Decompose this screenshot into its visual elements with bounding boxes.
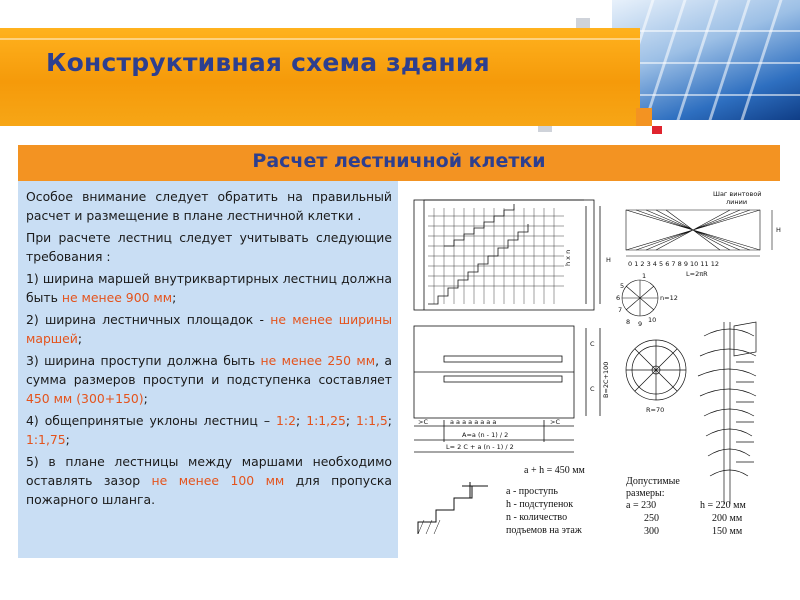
a-formula: A=a (n - 1) / 2 (462, 431, 509, 439)
allowed-title-2: размеры: (626, 488, 665, 499)
decor-square (652, 126, 662, 134)
highlight: 1:1,5 (356, 412, 388, 428)
h-label-left: H (606, 256, 611, 264)
circle-label-8: 8 (626, 318, 631, 326)
highlight: не менее 900 мм (61, 290, 173, 306)
slide-title: Конструктивная схема здания (46, 48, 490, 77)
circle-label-5: 5 (620, 282, 625, 290)
gc-left: >C (418, 418, 428, 426)
spiral-plan-large (626, 340, 686, 400)
paragraph-intro: Особое внимание следует обратить на правильный расчет и размещение в плане лестничной клетки . (26, 189, 392, 224)
l-formula: L=2πR (686, 270, 708, 278)
allowed-row1-h: h = 220 мм (700, 500, 746, 511)
gc-right: >C (550, 418, 560, 426)
building-glass-image (612, 0, 800, 120)
highlight: 1:2 (276, 412, 296, 428)
a-axis: a a a a a a a a (450, 418, 497, 426)
requirement-4: 4) общепринятые уклоны лестниц – 1:2; 1:1,25; 1:1,5; 1:1,75; (26, 412, 392, 447)
l-total: L= 2 C + a (n - 1) / 2 (446, 443, 514, 451)
step-profile-drawing (418, 482, 488, 534)
requirement-2: 2) ширина лестничных площадок - не менее ширины маршей; (26, 311, 392, 346)
circle-label-10: 10 (648, 316, 657, 324)
requirement-3: 3) ширина проступи должна быть не менее 250 мм, а сумма размеров проступи и подступенка составляет 450 мм (300+150); (26, 352, 392, 407)
requirement-5: 5) в плане лестницы между маршами необходимо оставлять зазор не менее 100 мм для пропуска пожарного шланга. (26, 453, 392, 508)
allowed-row2-a: 250 (644, 513, 659, 524)
allowed-title-1: Допустимые (626, 476, 680, 487)
h-label-right: H (776, 226, 781, 234)
highlight: 450 мм (300+150) (26, 391, 144, 407)
highlight: 1:1,25 (306, 412, 346, 428)
allowed-row2-h: 200 мм (712, 513, 743, 524)
circle-label-7: 7 (618, 306, 623, 314)
circle-label-6: 6 (616, 294, 621, 302)
c-label-top: C (590, 340, 595, 348)
header-band (0, 28, 640, 126)
allowed-row3-a: 300 (644, 526, 659, 537)
highlight: 1:1,75 (26, 431, 66, 447)
decor-square (538, 126, 552, 132)
stair-drawings (404, 186, 796, 558)
spiral-caption-1: Шаг винтовой (713, 190, 762, 198)
spiral-elevation-drawing (626, 210, 772, 256)
requirements-text (26, 187, 392, 512)
decor-square (576, 18, 590, 28)
spiral-perspective-drawing (698, 322, 756, 504)
subtitle: Расчет лестничной клетки (252, 150, 546, 172)
legend-n2: подъемов на этаж (506, 525, 582, 536)
spiral-caption-2: линии (726, 198, 748, 206)
hn-label: h x n (564, 249, 572, 266)
stair-elevation-drawing (414, 200, 600, 310)
scale-numbers: 0 1 2 3 4 5 6 7 8 9 10 11 12 (628, 260, 719, 268)
requirement-1: 1) ширина маршей внутриквартирных лестниц должна быть не менее 900 мм; (26, 270, 392, 306)
decor-square (636, 108, 652, 126)
circle-label-1: 1 (642, 272, 647, 280)
legend-n1: n - количество (506, 512, 568, 523)
text-panel (18, 181, 398, 558)
highlight: не менее 250 мм (260, 352, 376, 368)
legend-a: a - проступь (506, 486, 558, 497)
highlight: не менее 100 мм (151, 472, 285, 488)
c-label-bottom: C (590, 385, 595, 393)
r-label: R=70 (646, 406, 665, 414)
legend-h: h - подступенок (506, 499, 574, 510)
allowed-row3-h: 150 мм (712, 526, 743, 537)
allowed-row1-a: a = 230 (626, 500, 657, 511)
spiral-plan-small (622, 280, 658, 316)
highlight: не менее ширины маршей (26, 311, 392, 346)
b-formula: B=2C+100 (602, 361, 610, 398)
circle-n-label: n=12 (660, 294, 678, 302)
legend-sum: a + h = 450 мм (524, 465, 585, 476)
circle-label-9: 9 (638, 320, 643, 328)
subtitle-band (18, 145, 780, 181)
paragraph-requirements: При расчете лестниц следует учитывать следующие требования : (26, 229, 392, 265)
